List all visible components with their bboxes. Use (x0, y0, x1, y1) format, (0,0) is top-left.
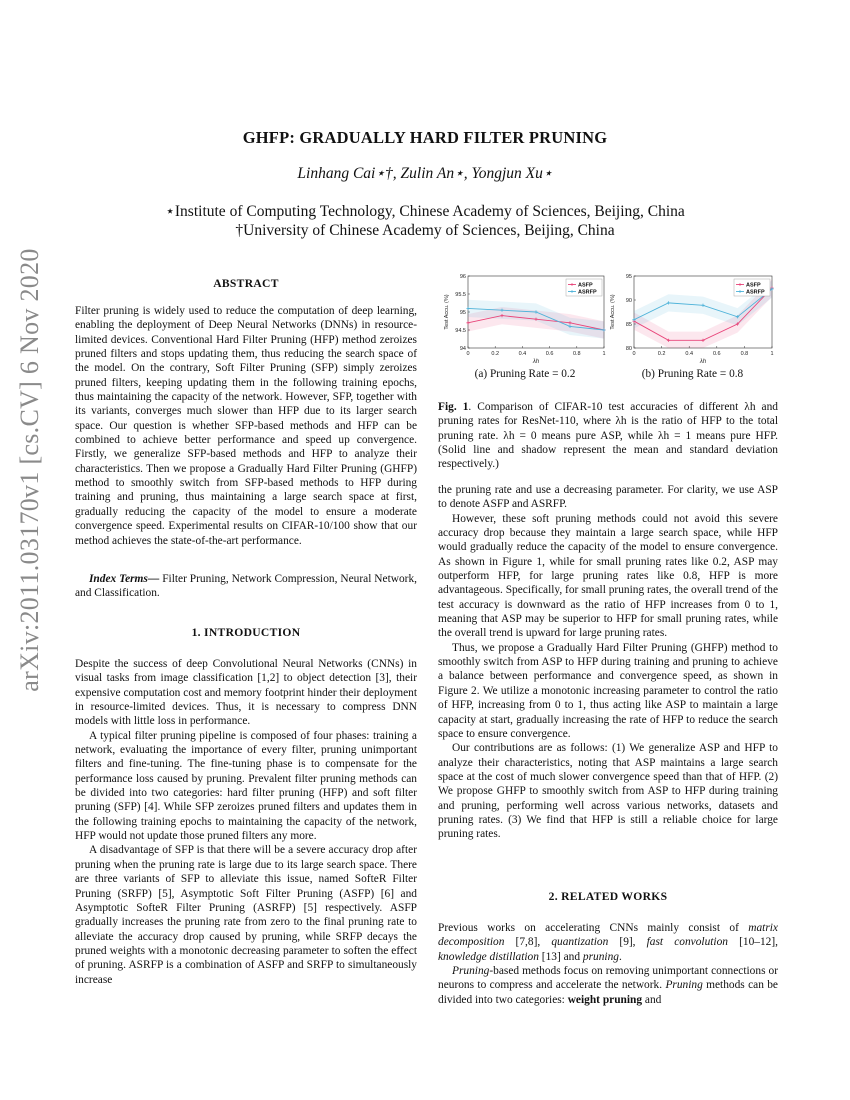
intro-heading: 1. INTRODUCTION (191, 626, 301, 639)
x-tick-label: 0.6 (712, 351, 721, 357)
related-heading-wrap (438, 890, 778, 904)
intro-body (75, 657, 417, 987)
affiliation-2: †University of Chinese Academy of Sciences, Beijing, China (235, 222, 615, 239)
figure-caption-label: Fig. 1 (438, 401, 469, 413)
x-tick-label: 0.4 (518, 351, 527, 357)
index-terms (75, 572, 417, 601)
y-tick-label: 90 (625, 298, 632, 304)
index-terms-text: Filter Pruning, Network Compression, Neural Network, and Classification. (75, 573, 418, 600)
y-tick-label: 96 (459, 274, 466, 280)
paper-title: GHFP: GRADUALLY HARD FILTER PRUNING (242, 128, 608, 147)
legend-label: ASRFP (746, 289, 765, 296)
related-heading: 2. RELATED WORKS (548, 890, 668, 903)
right-column-body (438, 483, 778, 842)
x-tick-label: 0.2 (491, 351, 500, 357)
related-paragraph-1: Previous works on accelerating CNNs mainly consist of matrix decomposition [7,8], quantization [9], fast convolution [10–12], knowledge distillation [13] and pruning. (438, 922, 778, 963)
legend-label: ASFP (746, 282, 761, 289)
figure-caption (438, 400, 778, 472)
abstract-heading: ABSTRACT (213, 277, 279, 290)
arxiv-stamp-text: arXiv:2011.03170v1 [cs.CV] 6 Nov 2020 (15, 248, 44, 692)
x-axis-label: λh (699, 359, 707, 364)
abstract-text: Filter pruning is widely used to reduce the computation of deep learning, enabling the deployment of Deep Neural Networks (DNNs) in resource-limited devices. Conventional Hard Filter Pruning (HFP) method zeroizes pruned filters and stops updating them, thus reducing the search space of the model. On the contrary, Soft Filter Pruning (SFP) simply zeroizes pruned filters, keeping updating them in the following training epochs, thus maintaining the capacity of the network. However, SFP, together with its variants, converges much slower than HFP due to its larger search space. Our question is whether SFP-based methods and HFP can be combined to achieve better performance and speed up convergence. Firstly, we generalize SFP-based methods and HFP to analyze their characteristics. Then we propose a Gradually Hard Filter Pruning (GHFP) method to smoothly switch from SFP-based methods to HFP during training and pruning, thus maintaining a large search space at first, gradually reducing the capacity of the model to ensure a moderate convergence speed. Experimental results on CIFAR-10/100 show that our method achieves the state-of-the-art performance. (75, 305, 417, 547)
figure-1b-chart (606, 272, 778, 364)
x-tick-label: 0 (466, 351, 470, 357)
right-paragraph-3: Our contributions are as follows: (1) We generalize ASP and HFP to analyze their characteristics, noting that ASP maintains a large search space at the cost of much slower convergence speed than that of HFP. (2) We propose GHFP to smoothly switch from ASP to HFP during training and pruning, performing well across various networks, datasets and pruning rates. (3) We find that HFP is still a reliable choice for large pruning rates. (438, 742, 778, 841)
right-paragraph-1: However, these soft pruning methods could not avoid this severe accuracy drop because they maintain a large search space, while HFP would gradually reduce the capacity of the model to ensure convergence. As shown in Figure 1, while for small pruning rates like 0.2, ASP may outperform HFP, for large pruning rates like 0.8, HFP is more advantageous. Specifically, for small pruning rates, the overall trend of the test accuracy is downward as the ratio of HFP increases from 0 to 1, meaning that ASP may be superior to HFP for small pruning rates, while the overall trend is upward for large pruning rates. (438, 512, 778, 640)
arxiv-stamp (8, 248, 52, 692)
index-terms-label: Index Terms— (89, 573, 160, 585)
intro-paragraph-2: A typical filter pruning pipeline is composed of four phases: training a network, evaluating the importance of every filter, pruning unimportant filters and fine-tuning. The fine-tuning phase is to compensate for the performance loss caused by pruning. Prevalent filter pruning methods can be divided into two categories: hard filter pruning (HFP) and soft filter pruning (SFP) [4]. While SFP zeroizes pruned filters and updates them in the following training epochs to maintaining the capacity of the network, HFP would not update those pruned filters any more. (75, 729, 417, 843)
x-tick-label: 0 (632, 351, 636, 357)
y-tick-label: 94 (459, 346, 466, 352)
intro-paragraph-1: Despite the success of deep Convolutional Neural Networks (CNNs) in visual tasks from image classification [1,2] to object detection [3], their expensive computation cost and memory footprint hinder their deployment in resource-limited devices. Thus, it is necessary to compress DNN models with little loss in performance. (75, 658, 417, 728)
figure-1a-chart (440, 272, 610, 364)
legend-label: ASRFP (578, 289, 597, 296)
y-axis-label: Test Accu. (%) (444, 294, 450, 330)
related-body (438, 921, 778, 1007)
x-tick-label: 0.8 (740, 351, 749, 357)
intro-heading-wrap (75, 626, 417, 640)
x-tick-label: 0.6 (545, 351, 554, 357)
y-tick-label: 80 (625, 346, 632, 352)
x-tick-label: 0.2 (657, 351, 666, 357)
legend-label: ASFP (578, 282, 593, 289)
figure-caption-text: . Comparison of CIFAR-10 test accuracies of different λh and pruning rates for ResNet-110, where λh is the ratio of HFP to the total pruning rate. λh = 0 means pure ASP, while λh = 1 means pure HFP. (Solid line and shadow represent the mean and standard deviation respectively.) (438, 401, 778, 471)
y-tick-label: 95 (625, 274, 632, 280)
x-tick-label: 1 (770, 351, 774, 357)
abstract-heading-wrap (75, 277, 417, 291)
abstract-body (75, 304, 417, 548)
intro-paragraph-3: A disadvantage of SFP is that there will be a severe accuracy drop after pruning when the pruning rate is large due to its large search space. There are three variants of SFP to alleviate this issue, named SofteR Filter Pruning (SRFP) [5], Asymptotic Soft Filter Pruning (ASFP) [6] and Asymptotic SofteR Filter Pruning (ASRFP) [5] respectively. ASFP gradually increases the pruning rate from zero to the final pruning rate to alleviate the accuracy drop caused by pruning, while SRFP decays the pruned weights with a monotonic decreasing parameter to soften the effect of pruning. ASRFP is a combination of ASFP and SRFP to simultaneously increase (75, 844, 417, 986)
related-paragraph-2: Pruning-based methods focus on removing unimportant connections or neurons to compress and accelerate the network. Pruning methods can be divided into two categories: weight pruning and (438, 965, 778, 1006)
y-tick-label: 95.5 (455, 292, 466, 298)
y-tick-label: 85 (625, 322, 632, 328)
right-paragraph-2: Thus, we propose a Gradually Hard Filter Pruning (GHFP) method to smoothly switch from ASP to HFP during training and pruning to achieve a balance between performance and convergence speed, as shown in Figure 2. We utilize a monotonic increasing parameter to control the ratio of HFP, increasing from 0 to 1, thus acting like ASP to maintain a large capacity at start, gradually increasing the rate of HFP to reduce the search space to ensure convergence. (438, 641, 778, 740)
y-axis-label: Test Accu. (%) (610, 294, 616, 330)
x-tick-label: 0.4 (685, 351, 694, 357)
x-tick-label: 0.8 (572, 351, 581, 357)
y-tick-label: 94.5 (455, 328, 466, 334)
subfigure-a-caption: (a) Pruning Rate = 0.2 (474, 368, 576, 380)
author-list: Linhang Cai⋆†, Zulin An⋆, Yongjun Xu⋆ (297, 165, 553, 182)
subfigure-b-caption: (b) Pruning Rate = 0.8 (641, 368, 744, 380)
x-tick-label: 1 (602, 351, 606, 357)
x-axis-label: λh (532, 359, 540, 364)
affiliation-1: ⋆Institute of Computing Technology, Chinese Academy of Sciences, Beijing, China (165, 203, 685, 220)
y-tick-label: 95 (459, 310, 466, 316)
right-paragraph-0: the pruning rate and use a decreasing parameter. For clarity, we use ASP to denote ASFP and ASRFP. (438, 484, 778, 511)
